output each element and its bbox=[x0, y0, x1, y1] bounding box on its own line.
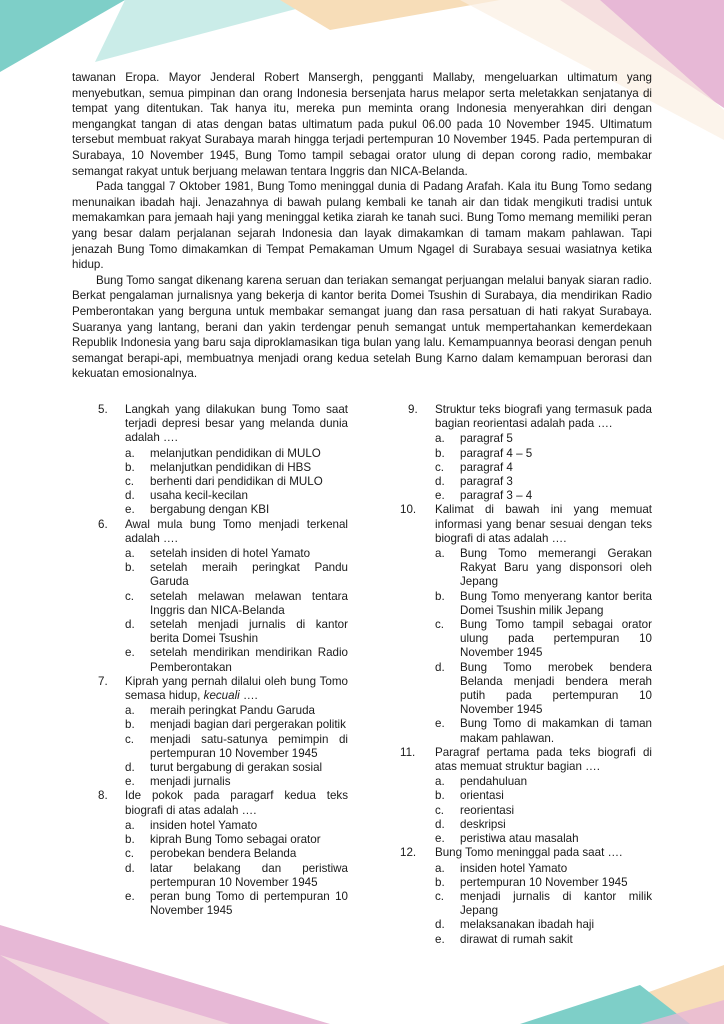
option-letter: a. bbox=[435, 775, 445, 789]
answer-option bbox=[125, 733, 348, 761]
option-letter: c. bbox=[125, 589, 135, 603]
option-text: perobekan bendera Belanda bbox=[150, 847, 297, 861]
option-letter: a. bbox=[435, 547, 445, 561]
option-letter: e. bbox=[435, 489, 445, 503]
option-letter: c. bbox=[125, 847, 135, 861]
answer-option bbox=[435, 461, 652, 475]
answer-option bbox=[435, 818, 652, 832]
answer-option bbox=[125, 475, 348, 489]
option-text: setelah melawan melawan tentara Inggris dan NICA-Belanda bbox=[150, 589, 348, 617]
option-letter: e. bbox=[125, 775, 135, 789]
question-item bbox=[72, 403, 348, 518]
answer-option bbox=[435, 547, 652, 590]
answer-option bbox=[435, 876, 652, 890]
option-text: paragraf 4 – 5 bbox=[460, 446, 533, 460]
option-text: setelah mendirikan mendirikan Radio Pemberontakan bbox=[150, 646, 348, 674]
answer-option bbox=[435, 775, 652, 789]
answer-option bbox=[435, 804, 652, 818]
option-text: kiprah Bung Tomo sebagai orator bbox=[150, 833, 321, 847]
option-list bbox=[125, 704, 348, 789]
option-letter: c. bbox=[125, 475, 135, 489]
answer-option bbox=[435, 789, 652, 803]
option-letter: b. bbox=[125, 718, 135, 732]
option-letter: c. bbox=[435, 618, 445, 632]
option-text: insiden hotel Yamato bbox=[150, 818, 258, 832]
question-text: Struktur teks biografi yang termasuk pada bagian reorientasi adalah pada …. bbox=[435, 403, 652, 431]
option-text: deskripsi bbox=[460, 817, 506, 831]
decor-shape-teal-top-left bbox=[0, 0, 125, 72]
questions-left-column bbox=[72, 403, 348, 918]
answer-option bbox=[125, 561, 348, 589]
answer-option bbox=[125, 646, 348, 674]
option-letter: e. bbox=[125, 646, 135, 660]
option-letter: d. bbox=[435, 918, 445, 932]
answer-option bbox=[125, 461, 348, 475]
option-letter: b. bbox=[435, 589, 445, 603]
answer-option bbox=[435, 590, 652, 618]
option-letter: c. bbox=[435, 803, 445, 817]
question-text-emphasis: kecuali bbox=[203, 689, 240, 703]
question-item bbox=[382, 503, 652, 745]
option-text: melaksanakan ibadah haji bbox=[460, 918, 595, 932]
answer-option bbox=[435, 862, 652, 876]
decor-shape-teal-top-band bbox=[95, 0, 330, 62]
option-text: Bung Tomo memerangi Gerakan Rakyat Baru yang disponsori oleh Jepang bbox=[460, 547, 652, 589]
option-list bbox=[125, 819, 348, 918]
answer-option bbox=[435, 447, 652, 461]
answer-option bbox=[125, 847, 348, 861]
answer-option bbox=[435, 918, 652, 932]
option-letter: e. bbox=[125, 889, 135, 903]
option-text: orientasi bbox=[460, 789, 504, 803]
answer-option bbox=[125, 819, 348, 833]
paragraph-3: Bung Tomo sangat dikenang karena seruan dan teriakan semangat perjuangan melalui banyak siaran radio. Berkat pengalaman jurnalisnya yang bekerja di kantor berita Domei Tsushin di Surabaya, dia mendirikan Radio Pemberontakan yang berguna untuk membakar semangat juang dan rasa persatuan di hati rakyat Surabaya. Suaranya yang lantang, berani dan yakin terdengar penuh semangat untuk mempertahankan kemerdekaan Republik Indonesia yang baru saja diproklamasikan tiga bulan yang lalu. Kemampuannya beorasi dengan penuh semangat berapi-api, membuatnya menjadi orang kedua setelah Bung Karno dalam kemampuan berorasi dan kekuatan emosionalnya. bbox=[72, 273, 652, 381]
option-letter: a. bbox=[125, 547, 135, 561]
option-letter: d. bbox=[435, 660, 445, 674]
question-item bbox=[72, 789, 348, 918]
question-item bbox=[382, 403, 652, 503]
question-text: Ide pokok pada paragarf kedua teks biografi di atas adalah …. bbox=[125, 789, 348, 817]
option-list bbox=[125, 447, 348, 518]
question-text: Bung Tomo meninggal pada saat …. bbox=[435, 846, 623, 860]
question-text: Kalimat di bawah ini yang memuat informasi yang benar sesuai dengan teks biografi di atas adalah …. bbox=[435, 503, 652, 545]
answer-option bbox=[125, 718, 348, 732]
question-text-suffix: …. bbox=[239, 689, 258, 703]
answer-option bbox=[125, 489, 348, 503]
option-text: latar belakang dan peristiwa pertempuran 10 November 1945 bbox=[150, 861, 348, 889]
option-text: pertempuran 10 November 1945 bbox=[460, 875, 628, 889]
option-letter: d. bbox=[125, 489, 135, 503]
option-letter: a. bbox=[435, 432, 445, 446]
question-number: 5. bbox=[98, 403, 108, 416]
option-text: berhenti dari pendidikan di MULO bbox=[150, 475, 323, 489]
option-list bbox=[435, 775, 652, 846]
option-text: peran bung Tomo di pertempuran 10 November 1945 bbox=[150, 889, 348, 918]
option-text: paragraf 4 bbox=[460, 460, 513, 474]
question-number: 8. bbox=[98, 789, 108, 803]
option-text: menjadi satu-satunya pemimpin di pertempuran 10 November 1945 bbox=[150, 732, 348, 760]
question-number: 10. bbox=[400, 503, 417, 517]
option-letter: b. bbox=[435, 875, 445, 889]
option-text: peristiwa atau masalah bbox=[460, 832, 579, 846]
answer-option bbox=[125, 618, 348, 646]
option-letter: c. bbox=[435, 889, 445, 903]
option-text: menjadi bagian dari pergerakan politik bbox=[150, 718, 346, 732]
option-letter: a. bbox=[125, 704, 135, 718]
option-letter: a. bbox=[435, 861, 445, 875]
answer-option bbox=[125, 447, 348, 461]
option-text: reorientasi bbox=[460, 803, 515, 817]
option-text: pendahuluan bbox=[460, 775, 528, 789]
option-letter: b. bbox=[435, 789, 445, 803]
paragraph-1: tawanan Eropa. Mayor Jenderal Robert Mansergh, pengganti Mallaby, mengeluarkan ultimatum yang menyebutkan, semua pimpinan dan orang Indonesia bersenjata harus melapor serta meletakkan senjatanya di tempat yang ditentukan. Tak hanya itu, mereka pun meminta orang Indonesia menyerahkan diri dengan mengangkat tangan di atas dengan batas ultimatum pada pukul 06.00 pada 10 November 1945. Ultimatum tersebut membuat rakyat Surabaya marah hingga terjadi pertempuran 10 November 1945. Pada pertempuran di Surabaya, 10 November 1945, Bung Tomo tampil sebagai orator ulung di depan corong radio, membakar semangat rakyat untuk berjuang melawan tentara Inggris dan NICA-Belanda. bbox=[72, 71, 652, 178]
option-letter: c. bbox=[435, 460, 445, 474]
option-text: Bung Tomo merobek bendera Belanda menjadi bendera merah putih pada pertempuran 10 November 1945 bbox=[460, 660, 652, 717]
question-item bbox=[72, 675, 348, 790]
option-text: melanjutkan pendidikan di HBS bbox=[150, 460, 312, 474]
option-list bbox=[435, 432, 652, 503]
answer-option bbox=[435, 661, 652, 718]
answer-option bbox=[125, 833, 348, 847]
question-item bbox=[72, 518, 348, 675]
answer-option bbox=[435, 475, 652, 489]
option-letter: d. bbox=[435, 817, 445, 831]
answer-option bbox=[125, 503, 348, 517]
option-list bbox=[435, 862, 652, 947]
paragraph-2: Pada tanggal 7 Oktober 1981, Bung Tomo meninggal dunia di Padang Arafah. Kala itu Bung Tomo sedang menunaikan ibadah haji. Jenazahnya di bawah pulang kembali ke tanah air dan tidak mengikuti tradisi untuk memakamkan para jemaah haji yang meninggal ketika ziarah ke tanah suci. Bung Tomo memang memiliki peran yang besar dalam perjalanan sejarah Indonesia dan layak dimakamkan di tamam makam pahlawan. Tapi jenazah Bung Tomo dimakamkan di Tempat Pemakaman Umum Ngagel di Surabaya sesuai wasiatnya ketika hidup. bbox=[72, 180, 652, 272]
option-letter: e. bbox=[435, 932, 445, 946]
option-text: bergabung dengan KBI bbox=[150, 503, 270, 517]
option-text: Bung Tomo di makamkan di taman makam pahlawan. bbox=[460, 717, 652, 745]
option-text: dirawat di rumah sakit bbox=[460, 932, 573, 946]
option-text: paragraf 3 – 4 bbox=[460, 489, 533, 503]
question-text bbox=[125, 675, 348, 703]
answer-option bbox=[125, 890, 348, 918]
option-text: paragraf 5 bbox=[460, 432, 513, 446]
answer-option bbox=[125, 704, 348, 718]
option-letter: b. bbox=[125, 833, 135, 847]
question-text: Langkah yang dilakukan bung Tomo saat terjadi depresi besar yang melanda dunia adalah …. bbox=[125, 403, 348, 445]
answer-option bbox=[435, 432, 652, 446]
answer-option bbox=[125, 775, 348, 789]
option-letter: e. bbox=[125, 503, 135, 517]
option-text: meraih peringkat Pandu Garuda bbox=[150, 704, 315, 718]
question-number: 9. bbox=[408, 403, 418, 416]
option-list bbox=[125, 547, 348, 675]
question-number: 12. bbox=[400, 846, 417, 860]
option-text: setelah insiden di hotel Yamato bbox=[150, 547, 311, 561]
option-letter: c. bbox=[125, 732, 135, 746]
option-text: menjadi jurnalis di kantor milik Jepang bbox=[460, 889, 652, 918]
question-item bbox=[382, 846, 652, 946]
option-letter: b. bbox=[125, 460, 135, 474]
question-number: 7. bbox=[98, 674, 108, 688]
option-letter: e. bbox=[435, 717, 445, 731]
option-letter: e. bbox=[435, 832, 445, 846]
option-list bbox=[435, 547, 652, 746]
option-text: setelah meraih peringkat Pandu Garuda bbox=[150, 561, 348, 589]
answer-option bbox=[125, 761, 348, 775]
answer-option bbox=[435, 890, 652, 918]
option-text: usaha kecil-kecilan bbox=[150, 489, 248, 503]
answer-option bbox=[435, 489, 652, 503]
question-number: 6. bbox=[98, 517, 108, 531]
option-letter: b. bbox=[125, 561, 135, 575]
answer-option bbox=[435, 618, 652, 661]
option-letter: b. bbox=[435, 446, 445, 460]
option-text: Bung Tomo menyerang kantor berita Domei Tsushin milik Jepang bbox=[460, 589, 652, 617]
question-item bbox=[382, 746, 652, 846]
option-text: Bung Tomo tampil sebagai orator ulung pada pertempuran 10 November 1945 bbox=[460, 618, 652, 660]
option-letter: a. bbox=[125, 818, 135, 832]
option-text: insiden hotel Yamato bbox=[460, 861, 568, 875]
question-number: 11. bbox=[400, 745, 416, 759]
option-text: menjadi jurnalis bbox=[150, 775, 231, 789]
option-letter: a. bbox=[125, 446, 135, 460]
answer-option bbox=[435, 717, 652, 745]
questions-right-column bbox=[382, 403, 652, 947]
answer-option bbox=[125, 547, 348, 561]
question-text: Awal mula bung Tomo menjadi terkenal adalah …. bbox=[125, 517, 348, 545]
question-text: Paragraf pertama pada teks biografi di atas memuat struktur bagian …. bbox=[435, 745, 652, 774]
answer-option bbox=[435, 832, 652, 846]
option-letter: d. bbox=[125, 618, 135, 632]
answer-option bbox=[125, 590, 348, 618]
decor-shape-peach-top bbox=[280, 0, 500, 30]
document-page bbox=[72, 70, 652, 946]
option-text: paragraf 3 bbox=[460, 475, 513, 489]
option-text: turut bergabung di gerakan sosial bbox=[150, 761, 323, 775]
option-letter: d. bbox=[435, 475, 445, 489]
question-text-prefix: Kiprah yang pernah dilalui oleh bung Tomo semasa hidup, bbox=[125, 674, 348, 703]
option-letter: d. bbox=[125, 761, 135, 775]
option-text: setelah menjadi jurnalis di kantor berita Domei Tsushin bbox=[150, 618, 348, 646]
answer-option bbox=[435, 933, 652, 947]
option-letter: d. bbox=[125, 861, 135, 875]
option-text: melanjutkan pendidikan di MULO bbox=[150, 446, 321, 460]
answer-option bbox=[125, 862, 348, 890]
